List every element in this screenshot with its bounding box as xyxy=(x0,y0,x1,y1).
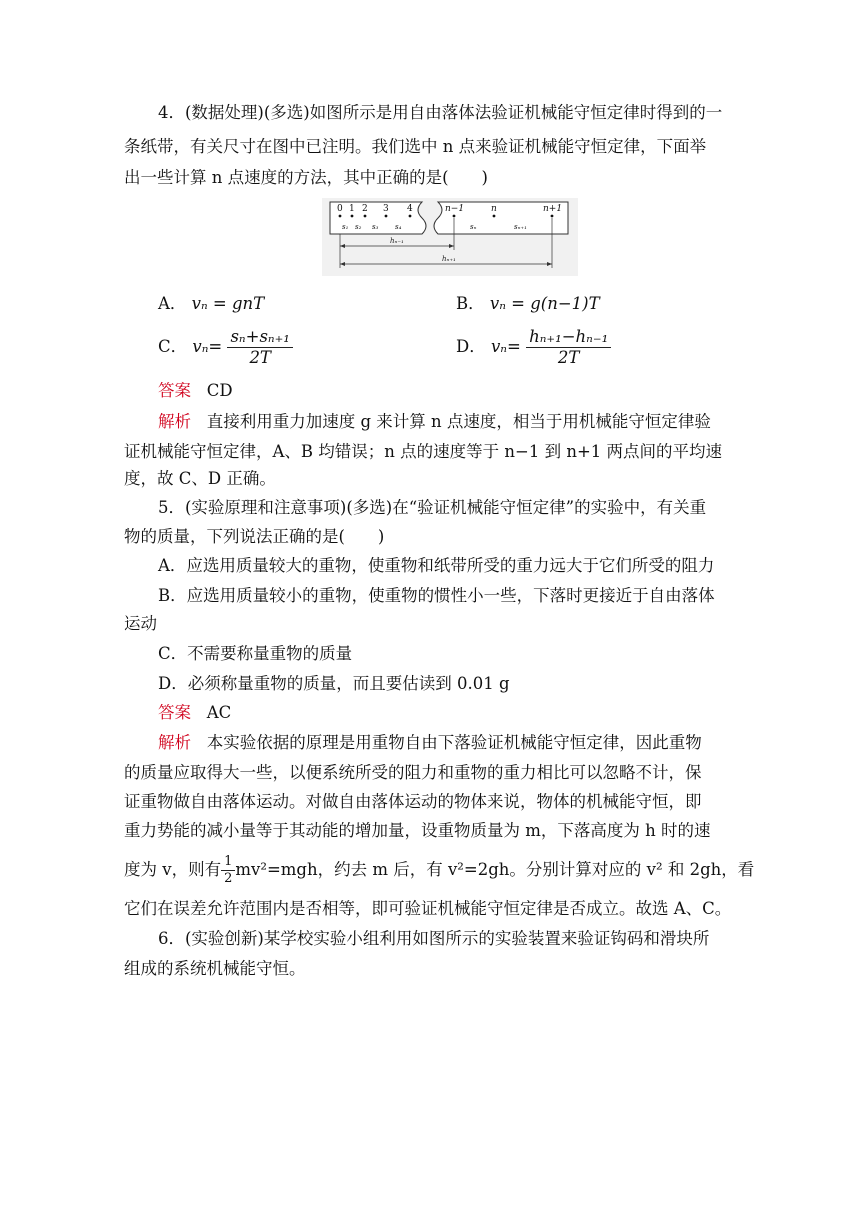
q5-stem-line2: 物的质量，下列说法正确的是( ) xyxy=(124,527,385,546)
q5-half-denominator: 2 xyxy=(224,871,233,886)
tape-label-2: 2 xyxy=(362,204,368,214)
q4-option-a-label: A． xyxy=(158,294,187,313)
q4-analysis-line2: 证机械能守恒定律，A、B 均错误；n 点的速度等于 n−1 到 n+1 两点间的平均速 xyxy=(124,442,723,461)
q5-analysis-line4: 重力势能的减小量等于其动能的增加量，设重物质量为 m，下落高度为 h 时的速 xyxy=(124,821,711,840)
q5-answer xyxy=(158,701,231,725)
paper-tape-figure xyxy=(322,198,578,276)
tape-point-4 xyxy=(409,215,412,218)
q4-answer xyxy=(158,379,233,403)
seg-sn1: sₙ₊₁ xyxy=(514,223,527,231)
q5-option-a: A．应选用质量较大的重物，使重物和纸带所受的重力远大于它们所受的阻力 xyxy=(158,556,715,575)
q4-stem-line1: 4．(数据处理)(多选)如图所示是用自由落体法验证机械能守恒定律时得到的一 xyxy=(158,103,723,122)
q6-stem-line2: 组成的系统机械能守恒。 xyxy=(124,959,306,978)
q4-option-b-formula: vₙ = g(n−1)T xyxy=(489,294,600,313)
q4-stem-line3: 出一些计算 n 点速度的方法，其中正确的是( ) xyxy=(124,168,488,187)
seg-sn: sₙ xyxy=(470,223,477,231)
q4-analysis-line3: 度，故 C、D 正确。 xyxy=(124,469,276,488)
q4-option-d-numerator: hₙ₊₁−hₙ₋₁ xyxy=(526,327,611,348)
q5-analysis-label: 解析 xyxy=(158,733,191,752)
seg-s4: s₄ xyxy=(395,223,402,231)
tape-point-0 xyxy=(339,215,342,218)
tape-label-n-1: n−1 xyxy=(445,204,465,214)
seg-s2: s₂ xyxy=(355,223,362,231)
q4-option-c xyxy=(158,327,293,368)
q5-analysis-line2: 的质量应取得大一些，以便系统所受的阻力和重物的重力相比可以忽略不计，保 xyxy=(124,763,702,782)
q5-analysis-line5 xyxy=(124,850,754,890)
q5-analysis-text1: 本实验依据的原理是用重物自由下落验证机械能守恒定律，因此重物 xyxy=(206,733,702,752)
q6-stem-line1: 6．(实验创新)某学校实验小组利用如图所示的实验装置来验证钩码和滑块所 xyxy=(158,929,710,948)
tape-label-0: 0 xyxy=(337,204,343,214)
tape-point-3 xyxy=(385,215,388,218)
tape-label-n: n xyxy=(491,204,497,214)
q5-option-b-line1: B．应选用质量较小的重物，使重物的惯性小一些，下落时更接近于自由落体 xyxy=(158,586,715,605)
tape-label-3: 3 xyxy=(383,204,389,214)
q5-answer-value: AC xyxy=(206,703,232,722)
q4-analysis-label: 解析 xyxy=(158,412,191,431)
seg-s1: s₁ xyxy=(342,223,349,231)
q4-option-c-numerator: sₙ+sₙ₊₁ xyxy=(227,327,292,348)
q4-option-d-label: D． xyxy=(456,337,486,356)
q5-answer-label: 答案 xyxy=(158,703,191,722)
q4-option-c-lhs: vₙ= xyxy=(192,337,223,356)
tape-point-2 xyxy=(364,215,367,218)
q5-half-numerator: 1 xyxy=(221,854,235,871)
q4-stem-line2: 条纸带，有关尺寸在图中已注明。我们选中 n 点来验证机械能守恒定律，下面举 xyxy=(124,137,707,156)
tape-point-n xyxy=(493,215,496,218)
q5-stem-line1: 5．(实验原理和注意事项)(多选)在“验证机械能守恒定律”的实验中，有关重 xyxy=(158,498,707,517)
q5-option-b-line2: 运动 xyxy=(124,614,157,633)
tape-label-n+1: n+1 xyxy=(543,204,563,214)
seg-s3: s₃ xyxy=(372,223,379,231)
q5-analysis-line5-b: mv²=mgh，约去 m 后，有 v²=2gh。分别计算对应的 v² 和 2gh，看 xyxy=(235,860,755,879)
tape-label-1: 1 xyxy=(349,204,355,214)
tape-label-4: 4 xyxy=(407,204,413,214)
q5-analysis-line5-a: 度为 v，则有 xyxy=(124,860,222,879)
q4-analysis-line1 xyxy=(158,410,711,434)
q5-option-d: D．必须称量重物的质量，而且要估读到 0.01 g xyxy=(158,674,510,693)
q4-option-a xyxy=(158,290,264,314)
q4-option-c-denominator: 2T xyxy=(249,348,271,367)
q4-answer-value: CD xyxy=(206,381,233,400)
q5-analysis-line6: 它们在误差允许范围内是否相等，即可验证机械能守恒定律是否成立。故选 A、C。 xyxy=(124,899,732,918)
q4-option-a-formula: vₙ = gnT xyxy=(191,294,265,313)
q5-half-fraction xyxy=(221,854,235,887)
q4-option-d-lhs: vₙ= xyxy=(490,337,521,356)
q4-option-d-fraction xyxy=(526,327,611,368)
tape-point-1 xyxy=(351,215,354,218)
q4-option-d xyxy=(456,327,611,368)
q4-option-d-denominator: 2T xyxy=(557,348,580,367)
q4-option-b xyxy=(456,290,600,314)
q5-analysis-line3: 证重物做自由落体运动。对做自由落体运动的物体来说，物体的机械能守恒，即 xyxy=(124,792,702,811)
dim-h-n+1: hₙ₊₁ xyxy=(442,255,456,263)
q4-option-c-label: C． xyxy=(158,337,188,356)
q4-answer-label: 答案 xyxy=(158,381,191,400)
tape-point-n+1 xyxy=(551,215,554,218)
tape-point-n-1 xyxy=(453,215,456,218)
q4-analysis-text1: 直接利用重力加速度 g 来计算 n 点速度，相当于用机械能守恒定律验 xyxy=(206,412,711,431)
dim-h-n-1: hₙ₋₁ xyxy=(390,237,404,245)
q5-option-c: C．不需要称量重物的质量 xyxy=(158,644,353,663)
q5-analysis-line1 xyxy=(158,731,702,755)
q4-option-c-fraction xyxy=(227,327,292,368)
q4-option-b-label: B． xyxy=(456,294,485,313)
